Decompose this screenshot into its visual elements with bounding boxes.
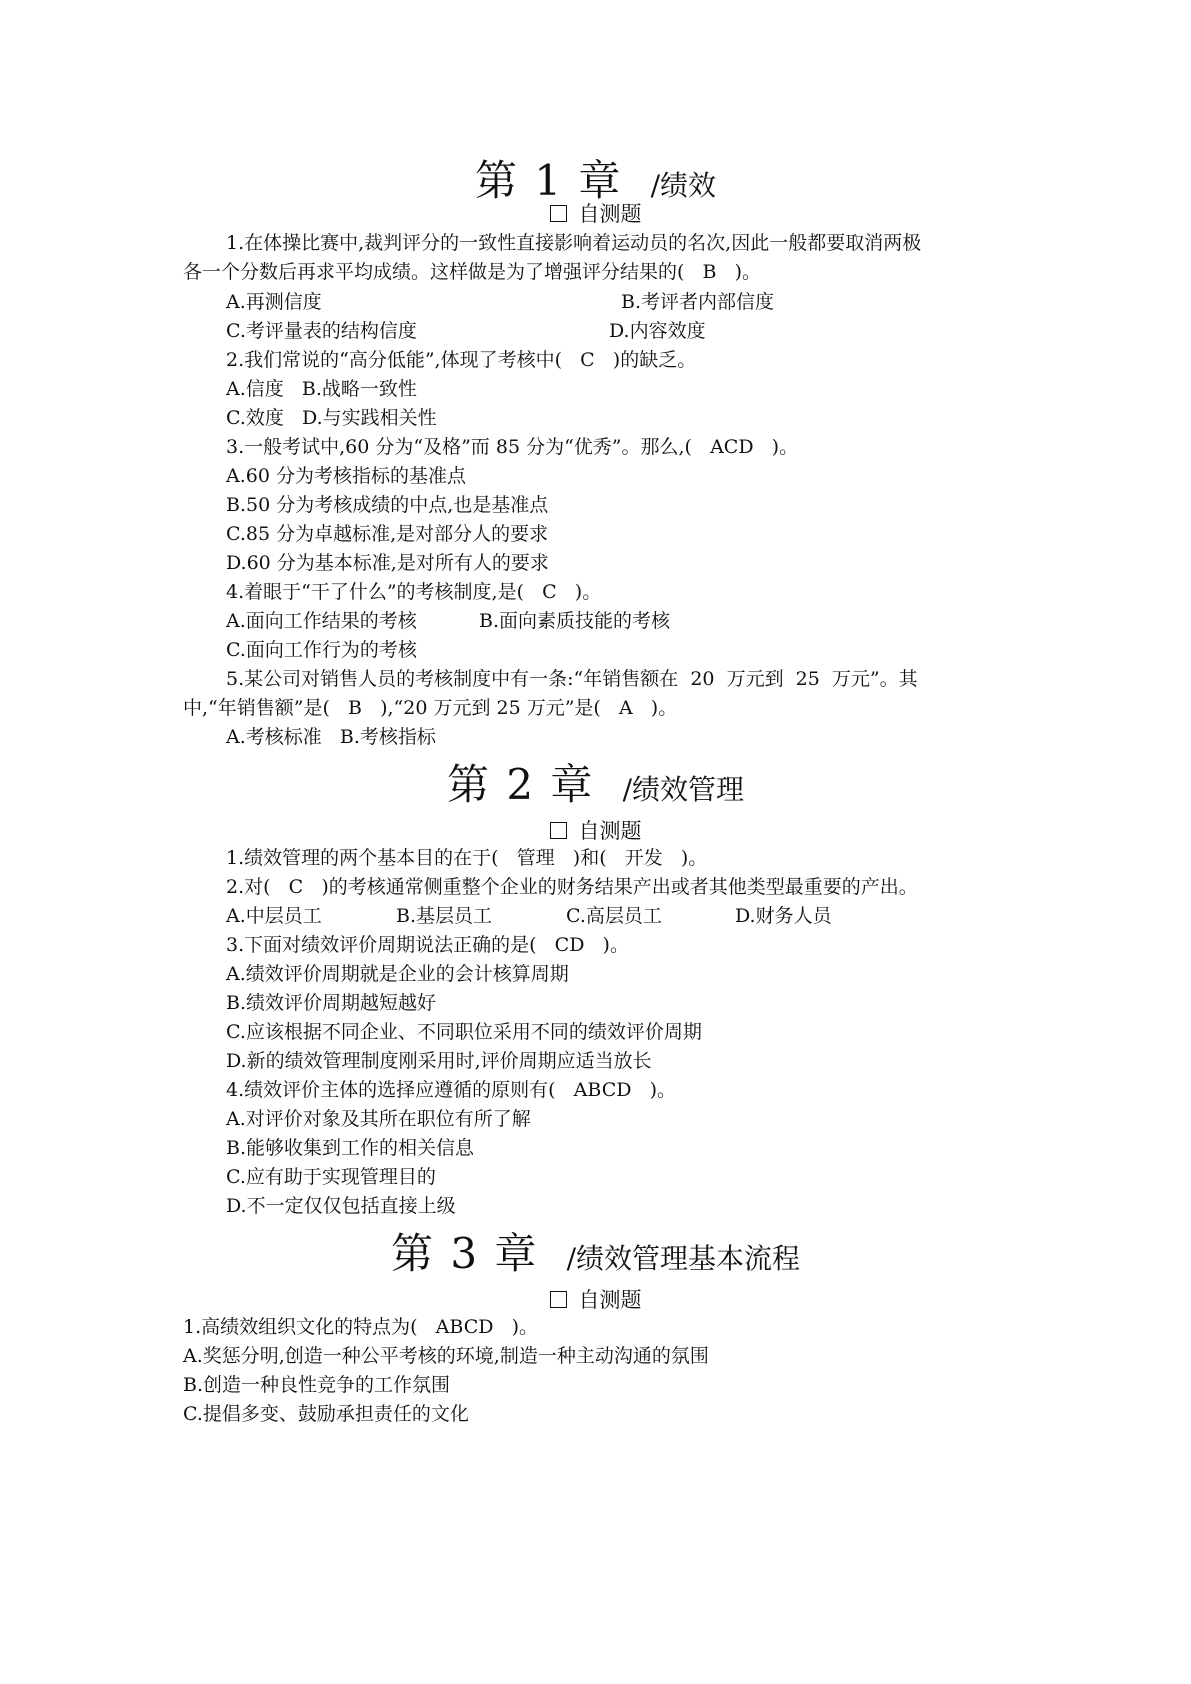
question-text: 3.一般考试中,60 分为“及格”而 85 分为“优秀”。那么,( ACD )。 — [226, 436, 799, 458]
chapter-1-number: 第 1 章 — [474, 156, 623, 205]
option-text: C.考评量表的结构信度 — [226, 320, 417, 342]
question-text: 1.绩效管理的两个基本目的在于( 管理 )和( 开发 )。 — [226, 847, 708, 869]
option-text: D.内容效度 — [609, 320, 706, 342]
option-text: C.提倡多变、鼓励承担责任的文化 — [183, 1403, 469, 1425]
option-text: C.面向工作行为的考核 — [226, 639, 417, 661]
section-label: 自测题 — [578, 819, 642, 843]
option-text: A.面向工作结果的考核 — [226, 610, 417, 632]
option-text: A.再测信度 — [226, 291, 322, 313]
chapter-1-section — [0, 201, 1191, 227]
option-text: D.财务人员 — [735, 905, 832, 927]
question-text: 5.某公司对销售人员的考核制度中有一条:“年销售额在 20 万元到 25 万元”。其 — [226, 668, 918, 690]
chapter-3-section — [0, 1287, 1191, 1313]
option-text: D.60 分为基本标准,是对所有人的要求 — [226, 552, 549, 574]
option-text: B.50 分为考核成绩的中点,也是基准点 — [226, 494, 549, 516]
option-text: C.效度 D.与实践相关性 — [226, 407, 437, 429]
question-text: 各一个分数后再求平均成绩。这样做是为了增强评分结果的( B )。 — [183, 261, 762, 283]
option-text: D.新的绩效管理制度刚采用时,评价周期应适当放长 — [226, 1050, 652, 1072]
section-label: 自测题 — [578, 202, 642, 226]
option-text: C.应有助于实现管理目的 — [226, 1166, 436, 1188]
question-text: 2.我们常说的“高分低能”,体现了考核中( C )的缺乏。 — [226, 349, 697, 371]
option-text: A.信度 B.战略一致性 — [226, 378, 417, 400]
section-label: 自测题 — [578, 1288, 642, 1312]
chapter-2-section — [0, 818, 1191, 844]
question-text: 中,“年销售额”是( B ),“20 万元到 25 万元”是( A )。 — [183, 697, 678, 719]
option-text: C.高层员工 — [566, 905, 662, 927]
option-text: D.不一定仅仅包括直接上级 — [226, 1195, 456, 1217]
question-text: 4.着眼于“干了什么”的考核制度,是( C )。 — [226, 581, 602, 603]
option-text: A.考核标准 B.考核指标 — [226, 726, 436, 748]
chapter-3-heading — [0, 1231, 1191, 1286]
option-text: C.应该根据不同企业、不同职位采用不同的绩效评价周期 — [226, 1021, 702, 1043]
option-text: B.面向素质技能的考核 — [479, 610, 671, 632]
checkbox-icon — [550, 1291, 567, 1308]
chapter-2-heading — [0, 762, 1191, 817]
option-text: A.对评价对象及其所在职位有所了解 — [226, 1108, 531, 1130]
option-text: B.能够收集到工作的相关信息 — [226, 1137, 475, 1159]
option-text: B.创造一种良性竞争的工作氛围 — [183, 1374, 451, 1396]
option-text: A.绩效评价周期就是企业的会计核算周期 — [226, 963, 569, 985]
option-text: A.中层员工 — [226, 905, 322, 927]
option-text: B.考评者内部信度 — [621, 291, 775, 313]
chapter-2-number: 第 2 章 — [446, 760, 595, 809]
option-text: A.60 分为考核指标的基准点 — [226, 465, 466, 487]
chapter-3-title: /绩效管理基本流程 — [566, 1242, 801, 1275]
question-text: 4.绩效评价主体的选择应遵循的原则有( ABCD )。 — [226, 1079, 676, 1101]
option-text: B.基层员工 — [396, 905, 493, 927]
question-text: 2.对( C )的考核通常侧重整个企业的财务结果产出或者其他类型最重要的产出。 — [226, 876, 918, 898]
question-text: 1.高绩效组织文化的特点为( ABCD )。 — [183, 1316, 538, 1338]
option-text: B.绩效评价周期越短越好 — [226, 992, 437, 1014]
chapter-1-title: /绩效 — [650, 169, 717, 202]
option-text: A.奖惩分明,创造一种公平考核的环境,制造一种主动沟通的氛围 — [183, 1345, 709, 1367]
chapter-2-title: /绩效管理 — [622, 773, 745, 806]
chapter-3-number: 第 3 章 — [390, 1229, 539, 1278]
question-text: 3.下面对绩效评价周期说法正确的是( CD )。 — [226, 934, 629, 956]
option-text: C.85 分为卓越标准,是对部分人的要求 — [226, 523, 549, 545]
checkbox-icon — [550, 205, 567, 222]
checkbox-icon — [550, 822, 567, 839]
question-text: 1.在体操比赛中,裁判评分的一致性直接影响着运动员的名次,因此一般都要取消两极 — [226, 232, 922, 254]
